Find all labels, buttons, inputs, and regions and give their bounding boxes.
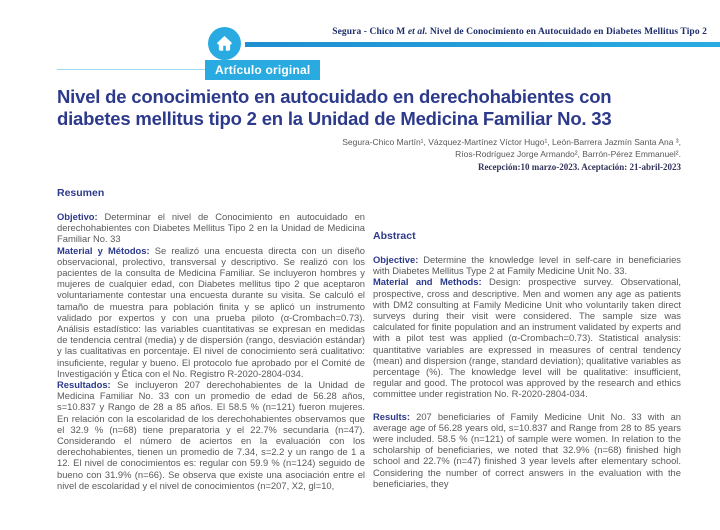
authors-line-1: Segura-Chico Martín¹, Vázquez-Martínez Víctor Hugo¹, León-Barrera Jazmín Santa Ana ³, xyxy=(342,137,681,147)
article-type-badge: Artículo original xyxy=(205,60,320,80)
resumen-column xyxy=(57,188,365,491)
paragraph-lead: Resultados: xyxy=(57,379,111,391)
abstract-column xyxy=(373,231,681,489)
paragraph: Resultados: Se incluyeron 207 derechohabientes de la Unidad de Medicina Familiar No. 33 con un promedio de edad de 56.28 años, s=10.837 y Rango de 28 a 85 años. El 58.5 % (n=121) fueron mujeres. En relación con la escolaridad de los derechohabientes observamos que el 32.9 % (n=68) tiene preparatoria y el 22.7% secundaria (n=47). Considerando el número de aciertos en la evaluación con los derechohabientes, tienen un promedio de 7.34, s=2.2 y un rango de 1 a 12. El nivel de conocimientos es: regular con 59.9 % (n=124) seguido de bueno con 31.9% (n=66). Se observa que existe una asociación entre el nivel de escolaridad y el nivel de conocimientos (n=207, X2, gl=10, xyxy=(57,379,365,491)
paragraph-lead: Objective: xyxy=(373,254,419,265)
running-header-etal: et al. xyxy=(407,27,428,37)
resumen-body xyxy=(57,211,365,491)
home-icon xyxy=(215,34,234,53)
paragraph-lead: Material y Métodos: xyxy=(57,244,150,256)
article-title: Nivel de conocimiento en autocuidado en derechohabientes con diabetes mellitus tipo 2 en la Unidad de Medicina Familiar No. 33 xyxy=(57,86,612,129)
paragraph: Objetivo: Determinar el nivel de Conocimiento en autocuidado en derechohabientes con Diabetes Mellitus Tipo 2 en la Unidad de Medicina Familiar No. 33 xyxy=(57,211,365,245)
authors-line-2: Ríos-Rodríguez Jorge Armando², Barrón-Pérez Emmanuel². xyxy=(455,149,681,159)
running-header xyxy=(332,27,707,37)
resumen-heading: Resumen xyxy=(57,187,105,199)
abstract-heading: Abstract xyxy=(373,230,416,242)
paragraph-lead: Objetivo: xyxy=(57,211,98,222)
badge-rule xyxy=(57,69,205,70)
paragraph: Objective: Determine the knowledge level in self-care in beneficiaries with Diabetes Mellitus Type 2 at Family Medicine Unit No. 33. xyxy=(373,254,681,277)
paragraph: Material and Methods: Design: prospective survey. Observational, prospective, cross and descriptive. Men and women any age as patients with DM2 consulting at Family Medicine Unit who voluntarily taken direct surveys during their visit were considered. The sample size was calculated for finite population and an instrument validated by experts and with a pilot test was applied (α-Crombach=0.73). Statistical analysis: quantitative variables are expressed in measures of central tendency (mean) and dispersion (range, standard deviation); qualitative variables as percentage (%). The knowledge level will be qualitative: insufficient, regular and good. The protocol was approved by the research and ethics committee under registration No. R-2020-2804-034. xyxy=(373,276,682,400)
paragraph: Results: 207 beneficiaries of Family Medicine Unit No. 33 with an average age of 56.28 years old, s=10.837 and Range from 28 to 85 years were included. 58.5 % (n=121) of sample were women. In relation to the scholarship of beneficiaries, we noted that 32.9% (n=68) finished high school and 22.7% (n=47) finished 3 year levels after elementary school. Considering the number of correct answers in the evaluation with the beneficiaries, they xyxy=(373,410,681,489)
home-button[interactable] xyxy=(208,27,241,60)
paragraph-lead: Material and Methods: xyxy=(373,276,482,288)
reception-dates: Recepción:10 marzo-2023. Aceptación: 21-abril-2023 xyxy=(478,162,681,172)
running-header-title: Nivel de Conocimiento en Autocuidado en Diabetes Mellitus Tipo 2 xyxy=(427,27,707,37)
paragraph-lead: Results: xyxy=(373,410,410,422)
running-header-author: Segura - Chico M xyxy=(332,27,408,37)
abstract-body xyxy=(373,254,681,489)
authors-block xyxy=(201,136,681,173)
header-rule xyxy=(245,42,720,47)
paragraph: Material y Métodos: Se realizó una encuesta directa con un diseño observacional, prolectivo, transversal y descriptivo. Se realizó con los pacientes de la consulta de Medicina Familiar. Se incluyeron hombres y mujeres de cualquier edad, con Diabetes mellitus tipo 2 que aceptaron voluntariamente contestar una encuesta durante su visita. Se calculó el tamaño de muestra para población finita y se aplicó un instrumento validado por expertos y con una prueba piloto (α-Crombach=0.73). Análisis estadístico: las variables cuantitativas se expresan en medidas de tendencia central (media) y de dispersión (rango, desviación estándar) y las cualitativas en porcentaje. El nivel de conocimiento será cualitativo: insuficiente, regular y bueno. El protocolo fue aprobado por el Comité de Investigación y Ética con el No. Registro R-2020-2804-034. xyxy=(57,244,365,379)
